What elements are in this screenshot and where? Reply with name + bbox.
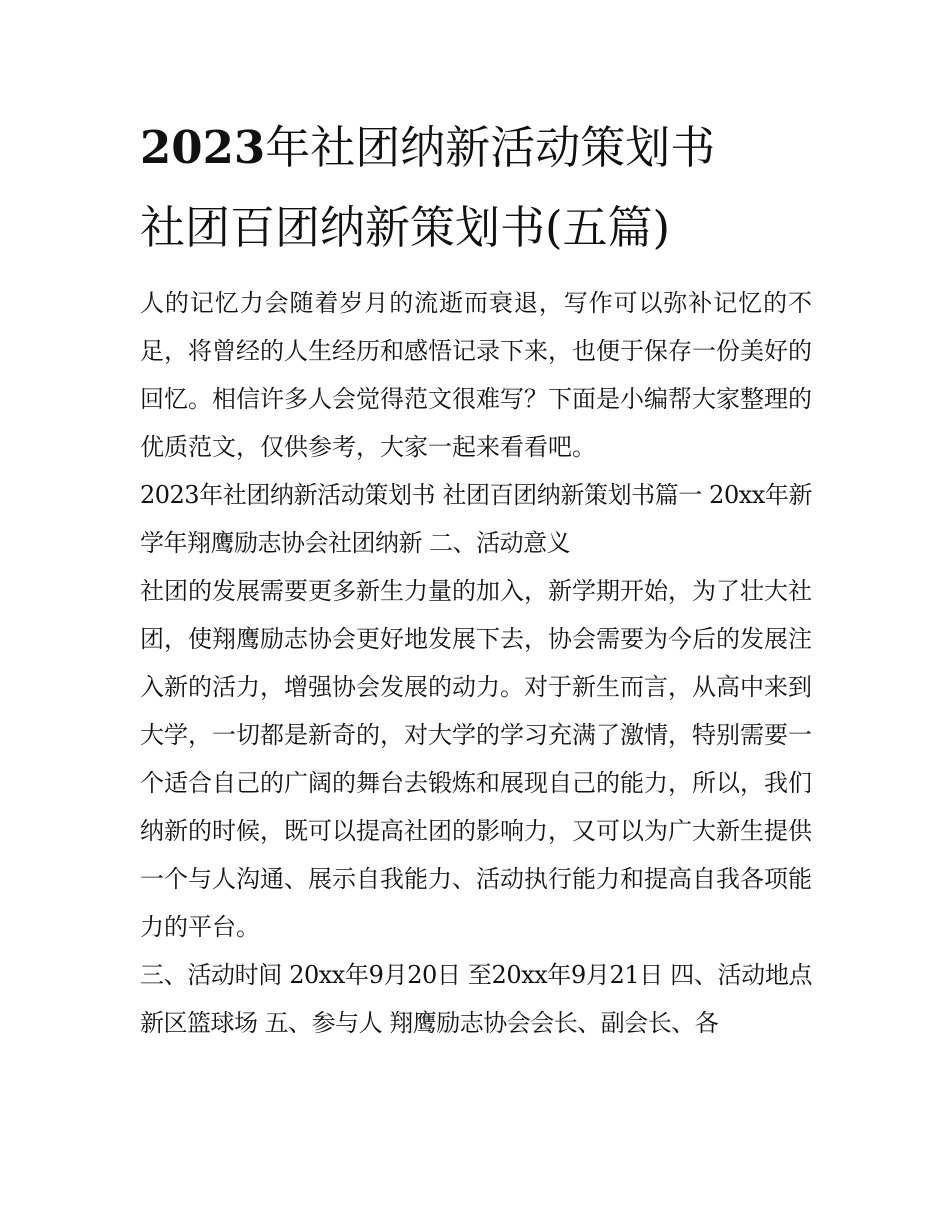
paragraph-significance: 社团的发展需要更多新生力量的加入，新学期开始，为了壮大社团，使翔鹰励志协会更好地发展下去，协会需要为今后的发展注入新的活力，增强协会发展的动力。对于新生而言，从高中来到大学，一切都是新奇的，对大学的学习充满了激情，特别需要一个适合自己的广阔的舞台去锻炼和展现自己的能力，所以，我们纳新的时候，既可以提高社团的影响力，又可以为广大新生提供一个与人沟通、展示自我能力、活动执行能力和提高自我各项能力的平台。 — [140, 577, 812, 941]
document-title-line-1 — [140, 118, 830, 178]
document-title-line-2: 社团百团纳新策划书(五篇) — [140, 201, 671, 254]
title-year: 2023 — [140, 121, 266, 174]
paragraph-intro: 人的记忆力会随着岁月的流逝而衰退，写作可以弥补记忆的不足，将曾经的人生经历和感悟记录下来，也便于保存一份美好的回忆。相信许多人会觉得范文很难写？下面是小编帮大家整理的优质范文，仅供参考，大家一起来看看吧。 — [140, 289, 812, 461]
title-line-1-text: 年社团纳新活动策划书 — [265, 121, 716, 174]
paragraph-time-location: 三、活动时间 20xx年9月20日 至20xx年9月21日 四、活动地点 新区篮球场 五、参与人 翔鹰励志协会会长、副会长、各 — [140, 961, 812, 1037]
document-body — [140, 279, 812, 1047]
paragraph-heading: 2023年社团纳新活动策划书 社团百团纳新策划书篇一 20xx年新学年翔鹰励志协会社团纳新 二、活动意义 — [140, 481, 812, 557]
